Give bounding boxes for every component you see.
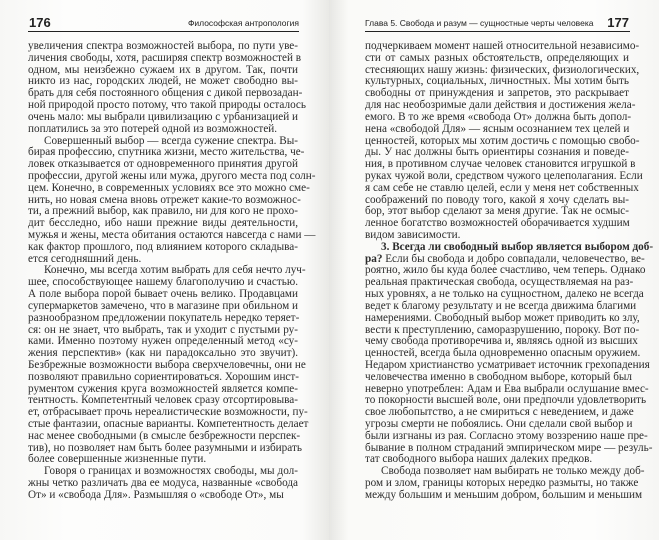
text-line: вести к преступлению, саморазрушению, пороку. Вот по- <box>365 323 640 336</box>
text-line: ной природой просто потому, что такой природы осталось <box>28 99 307 112</box>
text-line: ловек отказывается от одновременного принятия другой <box>28 158 298 171</box>
text-line: тат свободного выбора наших далеких предков. <box>365 453 593 466</box>
text-line: профессии, другой жены или мужа, другого места под солн- <box>28 169 316 182</box>
text-line: как фактор прошлого, под влиянием которого складыва- <box>28 240 298 253</box>
text-line: бывание в полном страданий эмпирическом мире — резуль- <box>365 441 653 454</box>
text-line: поплатились за это потерей одной из возможностей. <box>28 122 278 135</box>
text-line: стые фантазии, опасные варианты. Компетентность делает <box>28 418 309 430</box>
text-line: увеличения спектра возможностей выбора, по пути уве- <box>28 40 298 52</box>
page-body <box>28 40 316 502</box>
text-line: ра? Если бы свобода и добро совпадали, человечество, ве- <box>365 252 645 265</box>
text-line: ведет к благому результату и не всегда движима благими <box>365 299 637 312</box>
left-page <box>0 0 329 540</box>
right-page <box>329 0 659 540</box>
text-line: никто из нас, городских людей, не может свободно вы- <box>28 75 298 88</box>
text-line: Совершенный выбор — всегда сужение спектра. Вы- <box>44 134 298 147</box>
text-line: я сам себе не ставлю целей, если у меня нет собственных <box>365 181 639 194</box>
text-line: одном, мы неизбежно сужаем их в другом. Так, почти <box>28 63 298 76</box>
text-line: видом зависимости. <box>365 229 461 241</box>
text-line: культурных, социальных, личностных. Мы хотим быть <box>365 75 629 88</box>
text-line: ленное богатство возможностей оборачивается худшим <box>365 217 630 230</box>
text-line: тентность. Компетентный человек сразу отсортировыва- <box>28 394 298 407</box>
text-line: свободны от принуждения и запретов, это раскрывает <box>365 87 629 100</box>
text-line: бор, этот выбор сделают за меня другие. Так не осмыс- <box>365 205 629 218</box>
text-line: неверно употреблен: Адам и Ева выбрали ослушание вмес- <box>365 382 649 395</box>
heading-tail: ра? <box>365 252 383 265</box>
text-line: очень мало: мы выбрали цивилизацию с урбанизацией и <box>28 110 298 123</box>
paragraph <box>365 240 654 466</box>
text-line: ками. Именно поэтому нужен определенный метод «су- <box>28 335 298 348</box>
text-line: угрозы смерти не побоялись. Они сделали свой выбор и <box>365 418 633 430</box>
text-line: нить, но новая смена вновь отрежет какие-то возможнос- <box>28 193 301 206</box>
text-line: тив), но позволяет нам быть более разумными и избирать <box>28 441 302 454</box>
text-line: стесняющих нашу жизнь: физических, физиологических, <box>365 63 640 76</box>
text-line: сти от самых разных обстоятельств, определяющих и <box>365 51 629 64</box>
text-line: рументом сужения круга возможностей является компе- <box>28 382 298 395</box>
text-line: Конечно, мы всегда хотим выбрать для себя нечто луч- <box>44 264 306 277</box>
text-line: человечества именно в свободном выборе, который был <box>365 370 633 383</box>
text-line: ет, отбрасывает прочь нереалистические возможности, пу- <box>28 406 308 419</box>
text-line: свое любопытство, а не смириться с неведением, и даже <box>365 406 634 419</box>
paragraph <box>365 40 643 242</box>
section-heading-line: 3. Всегда ли свободный выбор является выбором доб- <box>381 240 654 253</box>
text-line: реальная практическая свобода, осуществляемая на раз- <box>365 276 634 289</box>
text-line: личения свободы, хотя, расширяя спектр возможностей в <box>28 51 302 64</box>
text-line: Свобода позволяет нам выбирать не только между доб- <box>381 465 645 478</box>
text-line: ется сегодняшний день. <box>28 252 142 265</box>
text-line: А поле выбора порой бывает очень велико. Продавцами <box>28 288 298 301</box>
header-rule <box>28 31 299 32</box>
text-line: намерениями. Свободный выбор может приводить ко злу, <box>365 311 640 324</box>
text-line: для нас необозримые дали действия и достижения жела- <box>365 99 636 112</box>
text-line: ния, в противном случае человек становится игрушкой в <box>365 158 636 171</box>
paragraph <box>365 465 645 501</box>
text-line: цем. Конечно, в современных условиях все это можно сме- <box>28 181 310 194</box>
text-line: то покорности высшей воле, они предпочли удовлетворить <box>365 394 647 407</box>
text-line: руках чужой воли, средством чужого целеполагания. Если <box>365 169 643 182</box>
text-line: подчеркиваем момент нашей относительной независимо- <box>365 40 640 52</box>
text-line: Недаром христианство усматривает источник грехопадения <box>365 358 650 371</box>
text-line: Говоря о границах и возможностях свободы, мы дол- <box>44 465 298 478</box>
text-line: нена «свободой Для» — ясным осознанием тех целей и <box>365 122 630 135</box>
text-line: ром и злом, границы которых нередко размыты, но также <box>365 477 639 490</box>
text-line: ных уровнях, а не только на сущностном, далеко не всегда <box>365 288 644 301</box>
text-line: нас менее свободными (в смысле безбрежности перспек- <box>28 429 301 442</box>
text-line: разнообразном предложении покупатель нередко теряет- <box>28 311 300 324</box>
text-line: От» и «свобода Для». Размышляя о «свободе От», мы <box>28 488 284 501</box>
text-line: брать для себя постоянного общения с дикой первозадан- <box>28 87 303 100</box>
text-line: ся: он не знает, что выбрать, так и уходит с пустыми ру- <box>28 323 298 336</box>
text-line: между большим и меньшим добром, большим и меньшим <box>365 488 643 501</box>
page-number: 176 <box>29 15 51 30</box>
running-head: Глава 5. Свобода и разум — сущностные черты человека <box>365 18 594 28</box>
text-line: супермаркетов замечено, что в магазине при обильном и <box>28 299 298 312</box>
text-line: позволяют правильно сориентироваться. Хорошим инст- <box>28 370 300 383</box>
text-line: шее, способствующее нашему благополучию и счастью. <box>28 276 298 289</box>
text-line: дит бесследно, ибо наши прежние виды деятельности, <box>28 217 298 230</box>
text-line: были изгнаны из рая. Согласно этому воззрению наше пре- <box>365 429 648 442</box>
paragraph <box>28 134 316 266</box>
text-line: жения перспектив» (как ни парадоксально это звучит). <box>28 347 298 360</box>
text-line: чему свобода противоречива и, являясь одной из высших <box>365 335 638 348</box>
text-line: Безбрежные возможности выбора сверхчеловечны, они не <box>28 358 306 371</box>
text-line: роятно, жило бы куда более счастливо, чем теперь. Однако <box>365 264 646 277</box>
text-line: жны четко различать два ее модуса, названные «свобода <box>28 477 298 490</box>
page-number: 177 <box>607 15 629 30</box>
page-body <box>365 40 654 502</box>
text-line: ценностей, которых мы хотим достичь с помощью свобо- <box>365 134 640 147</box>
paragraph <box>28 40 307 136</box>
text-line: ды. У нас должны быть ориентиры сознания и поведе- <box>365 146 629 159</box>
text-line: более совершенные жизненные пути. <box>28 453 207 466</box>
text-line: мужья и жены, места обитания остаются навсегда с нами — <box>28 229 316 241</box>
text-line: ти, а прежний выбор, как правило, ни для кого не прохо- <box>28 205 298 218</box>
paragraph <box>28 264 309 466</box>
header-rule <box>365 31 630 32</box>
text-line: соображений по поводу того, какой я хочу сделать вы- <box>365 193 629 206</box>
text-line: ценностей, всегда была одновременно опасным оружием. <box>365 347 641 360</box>
running-head: Философская антропология <box>187 18 299 28</box>
paragraph <box>28 466 298 501</box>
text-line: бирая профессию, спутника жизни, место жительства, че- <box>28 146 305 159</box>
text-line: емого. В то же время «свобода От» должна быть допол- <box>365 110 632 123</box>
